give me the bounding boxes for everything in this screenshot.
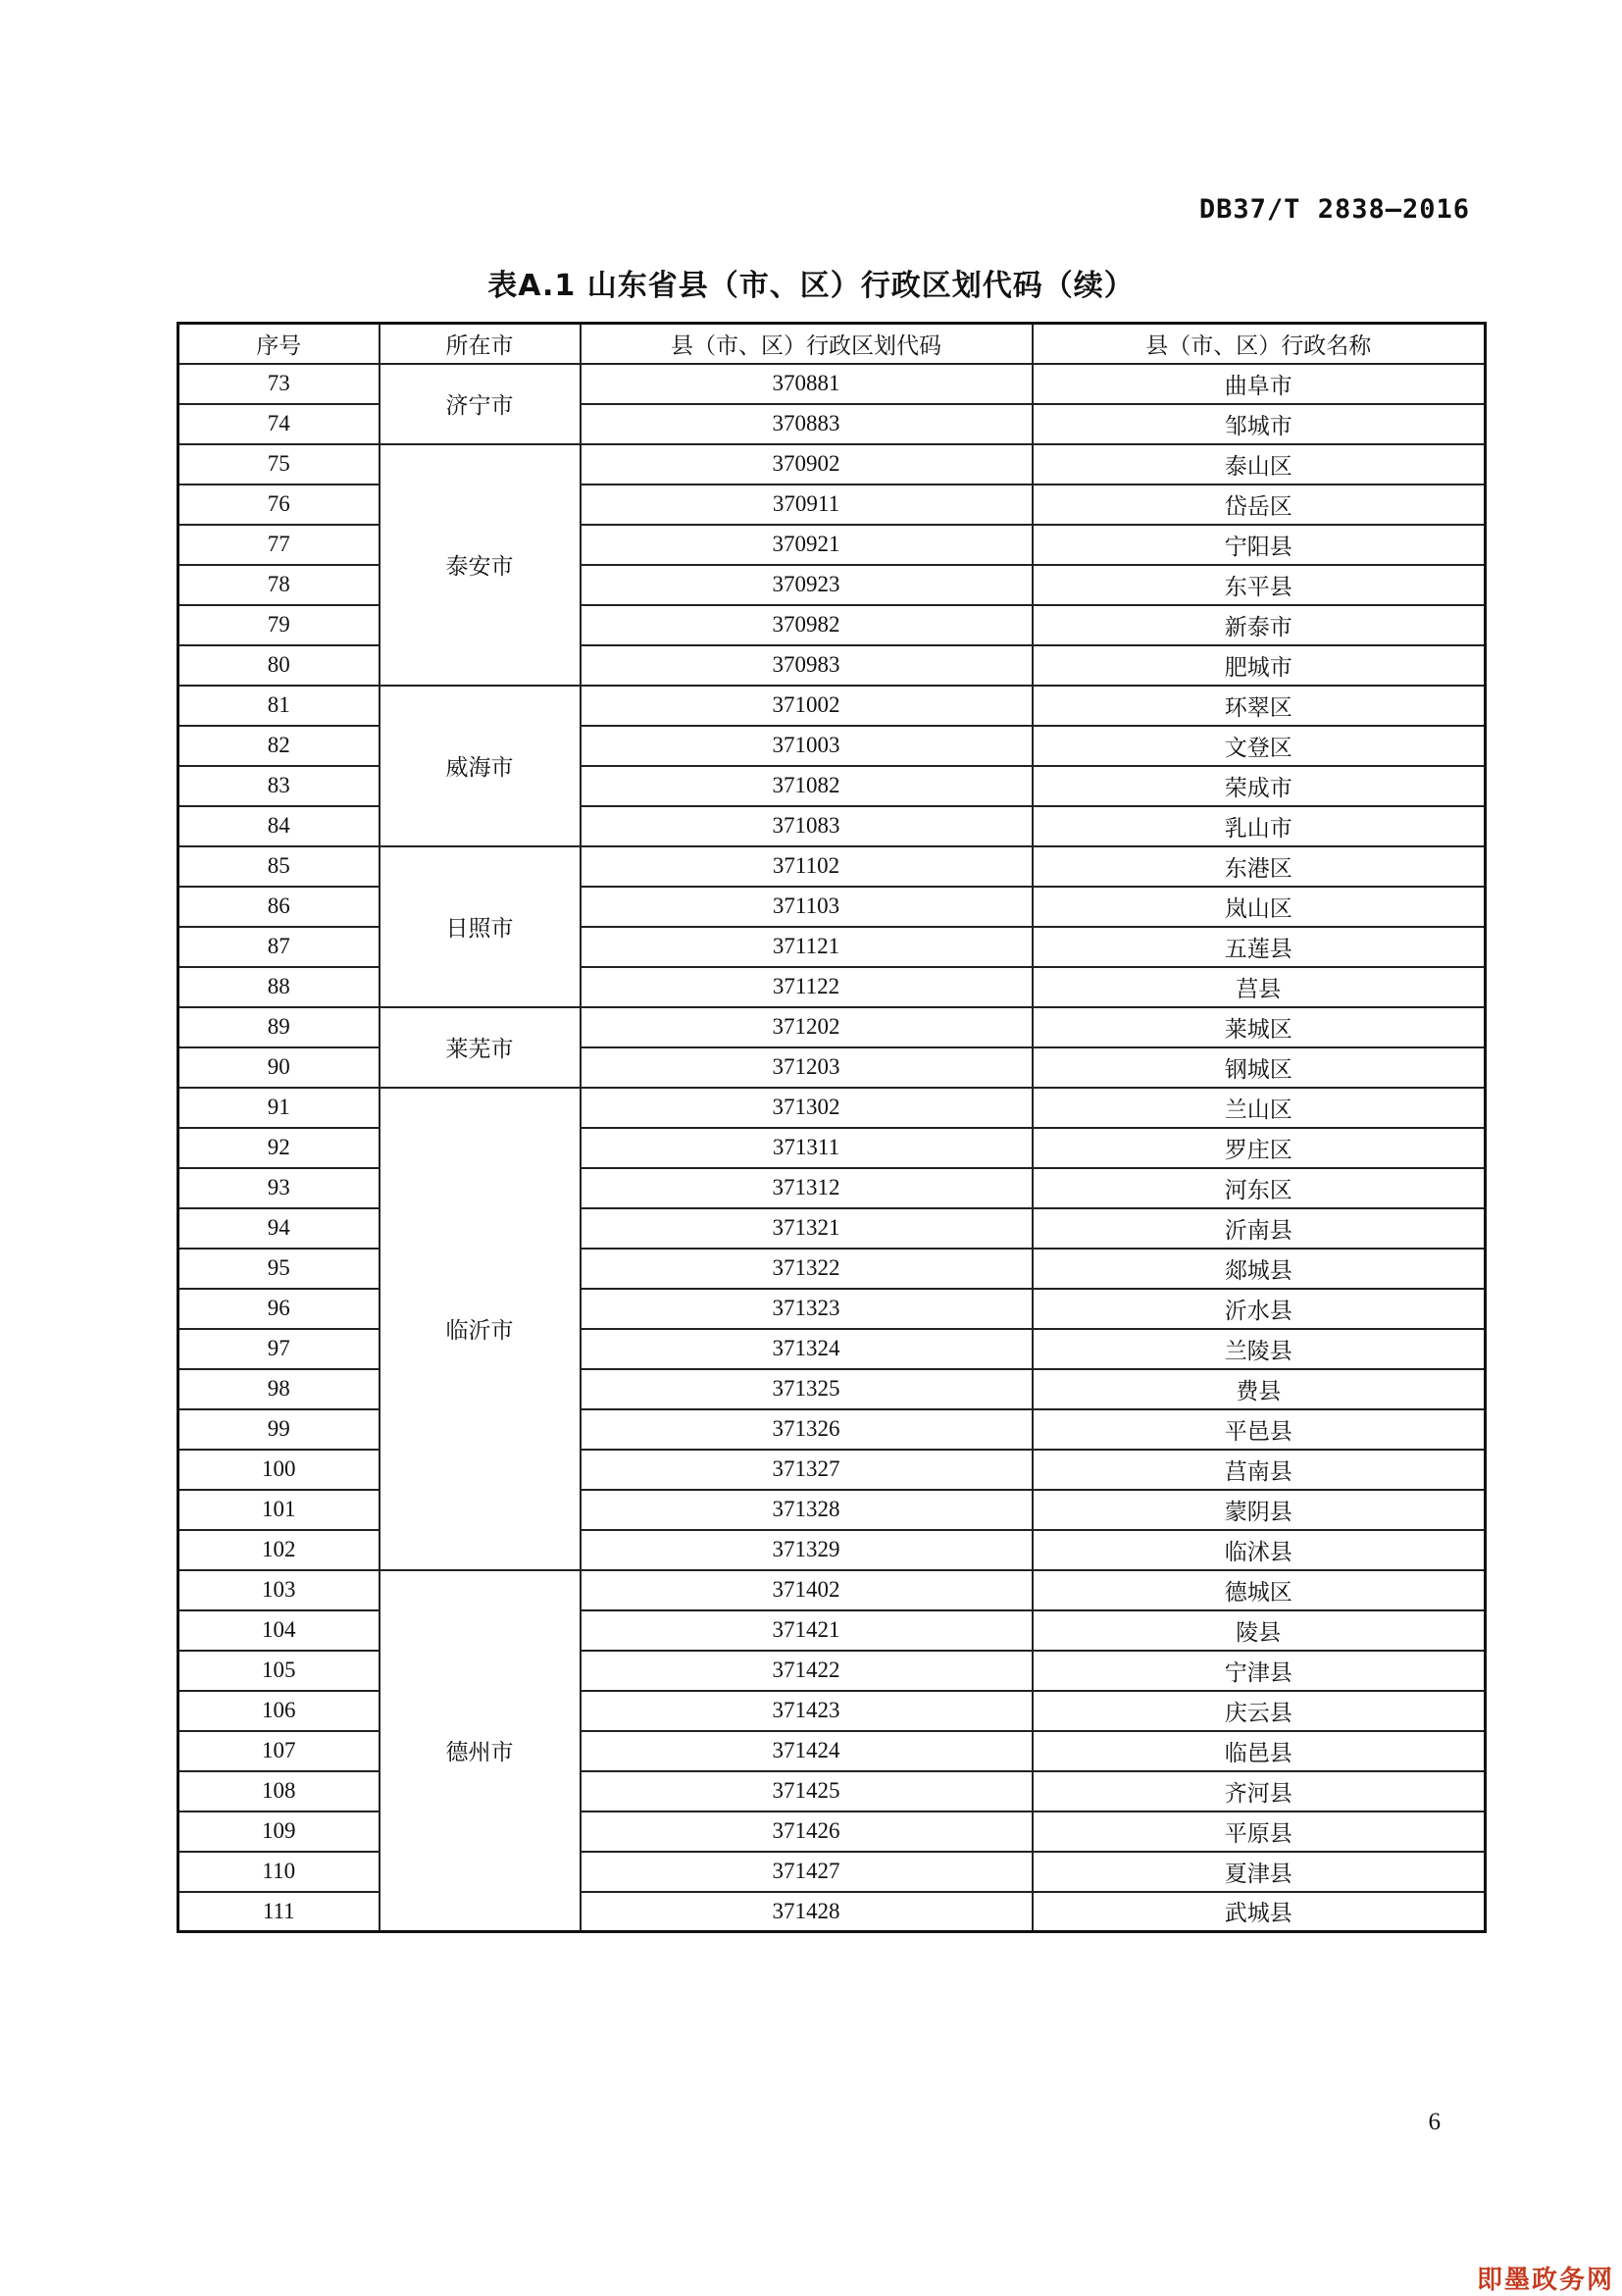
division-name-cell: 夏津县	[1033, 1852, 1486, 1892]
division-code-cell: 371422	[581, 1651, 1033, 1691]
division-code-cell: 371203	[581, 1047, 1033, 1088]
table-row	[178, 1892, 1486, 1932]
serial-number-cell: 84	[178, 806, 380, 846]
serial-number-cell: 90	[178, 1047, 380, 1088]
table-row	[178, 967, 1486, 1007]
table-row	[178, 887, 1486, 927]
division-name-cell: 宁阳县	[1033, 525, 1486, 565]
division-name-cell: 莱城区	[1033, 1007, 1486, 1047]
division-code-cell: 371328	[581, 1490, 1033, 1530]
serial-number-cell: 94	[178, 1208, 380, 1249]
city-cell: 德州市	[380, 1570, 581, 1932]
serial-number-cell: 98	[178, 1369, 380, 1409]
table-row	[178, 525, 1486, 565]
table-row	[178, 726, 1486, 766]
serial-number-cell: 108	[178, 1771, 380, 1811]
division-code-cell: 370902	[581, 444, 1033, 485]
division-code-cell: 370982	[581, 605, 1033, 645]
division-name-cell: 莒县	[1033, 967, 1486, 1007]
table-header-row	[178, 324, 1486, 364]
table-row	[178, 1007, 1486, 1047]
division-name-cell: 泰山区	[1033, 444, 1486, 485]
serial-number-cell: 93	[178, 1168, 380, 1208]
table-row	[178, 846, 1486, 887]
serial-number-cell: 91	[178, 1088, 380, 1128]
division-name-cell: 五莲县	[1033, 927, 1486, 967]
serial-number-cell: 95	[178, 1249, 380, 1289]
table-row	[178, 1289, 1486, 1329]
division-code-cell: 370921	[581, 525, 1033, 565]
division-name-cell: 邹城市	[1033, 404, 1486, 444]
serial-number-cell: 81	[178, 686, 380, 726]
column-header-serial: 序号	[178, 324, 380, 364]
serial-number-cell: 80	[178, 645, 380, 686]
division-code-cell: 371121	[581, 927, 1033, 967]
table-row	[178, 1088, 1486, 1128]
division-code-cell: 371302	[581, 1088, 1033, 1128]
division-name-cell: 钢城区	[1033, 1047, 1486, 1088]
column-header-city: 所在市	[380, 324, 581, 364]
division-code-cell: 371426	[581, 1811, 1033, 1852]
division-code-cell: 371083	[581, 806, 1033, 846]
division-code-cell: 371327	[581, 1450, 1033, 1490]
division-code-cell: 370881	[581, 364, 1033, 404]
serial-number-cell: 77	[178, 525, 380, 565]
table-row	[178, 605, 1486, 645]
division-name-cell: 岚山区	[1033, 887, 1486, 927]
serial-number-cell: 107	[178, 1731, 380, 1771]
serial-number-cell: 88	[178, 967, 380, 1007]
division-name-cell: 罗庄区	[1033, 1128, 1486, 1168]
division-code-cell: 371329	[581, 1530, 1033, 1570]
division-name-cell: 莒南县	[1033, 1450, 1486, 1490]
serial-number-cell: 79	[178, 605, 380, 645]
division-name-cell: 河东区	[1033, 1168, 1486, 1208]
serial-number-cell: 102	[178, 1530, 380, 1570]
division-code-cell: 371002	[581, 686, 1033, 726]
division-code-cell: 371427	[581, 1852, 1033, 1892]
division-name-cell: 郯城县	[1033, 1249, 1486, 1289]
division-name-cell: 文登区	[1033, 726, 1486, 766]
city-cell: 莱芜市	[380, 1007, 581, 1088]
division-code-cell: 371103	[581, 887, 1033, 927]
table-row	[178, 1852, 1486, 1892]
division-name-cell: 庆云县	[1033, 1691, 1486, 1731]
admin-division-code-table	[177, 322, 1487, 1933]
division-code-cell: 371322	[581, 1249, 1033, 1289]
serial-number-cell: 83	[178, 766, 380, 806]
table-row	[178, 444, 1486, 485]
table-row	[178, 1691, 1486, 1731]
division-name-cell: 兰山区	[1033, 1088, 1486, 1128]
serial-number-cell: 89	[178, 1007, 380, 1047]
table-row	[178, 1450, 1486, 1490]
division-name-cell: 宁津县	[1033, 1651, 1486, 1691]
table-row	[178, 1570, 1486, 1610]
serial-number-cell: 103	[178, 1570, 380, 1610]
division-name-cell: 平原县	[1033, 1811, 1486, 1852]
division-code-cell: 371421	[581, 1610, 1033, 1651]
table-row	[178, 686, 1486, 726]
division-name-cell: 临邑县	[1033, 1731, 1486, 1771]
division-code-cell: 371321	[581, 1208, 1033, 1249]
division-code-cell: 371424	[581, 1731, 1033, 1771]
division-code-cell: 371425	[581, 1771, 1033, 1811]
division-code-cell: 371324	[581, 1329, 1033, 1369]
table-row	[178, 1369, 1486, 1409]
division-code-cell: 371312	[581, 1168, 1033, 1208]
division-code-cell: 371102	[581, 846, 1033, 887]
division-name-cell: 武城县	[1033, 1892, 1486, 1932]
serial-number-cell: 75	[178, 444, 380, 485]
division-code-cell: 371003	[581, 726, 1033, 766]
document-standard-id: DB37/T 2838—2016	[1198, 194, 1470, 225]
division-name-cell: 东港区	[1033, 846, 1486, 887]
serial-number-cell: 104	[178, 1610, 380, 1651]
division-name-cell: 德城区	[1033, 1570, 1486, 1610]
serial-number-cell: 73	[178, 364, 380, 404]
serial-number-cell: 76	[178, 485, 380, 525]
table-row	[178, 1128, 1486, 1168]
column-header-name: 县（市、区）行政名称	[1033, 324, 1486, 364]
division-name-cell: 荣成市	[1033, 766, 1486, 806]
column-header-code: 县（市、区）行政区划代码	[581, 324, 1033, 364]
serial-number-cell: 99	[178, 1409, 380, 1450]
table-row	[178, 1771, 1486, 1811]
city-cell: 临沂市	[380, 1088, 581, 1570]
table-row	[178, 645, 1486, 686]
division-name-cell: 曲阜市	[1033, 364, 1486, 404]
table-row	[178, 1530, 1486, 1570]
serial-number-cell: 86	[178, 887, 380, 927]
table-row	[178, 1249, 1486, 1289]
division-name-cell: 费县	[1033, 1369, 1486, 1409]
division-code-cell: 370983	[581, 645, 1033, 686]
city-cell: 日照市	[380, 846, 581, 1007]
page-number: 6	[1428, 2109, 1441, 2135]
table-row	[178, 1208, 1486, 1249]
table-row	[178, 1047, 1486, 1088]
table-row	[178, 1168, 1486, 1208]
city-cell: 威海市	[380, 686, 581, 846]
city-cell: 泰安市	[380, 444, 581, 686]
table-row	[178, 364, 1486, 404]
watermark-text: 即墨政务网	[1476, 2266, 1614, 2295]
division-code-cell: 371323	[581, 1289, 1033, 1329]
division-name-cell: 肥城市	[1033, 645, 1486, 686]
table-row	[178, 565, 1486, 605]
table-row	[178, 1409, 1486, 1450]
serial-number-cell: 97	[178, 1329, 380, 1369]
table-row	[178, 1811, 1486, 1852]
table-row	[178, 1490, 1486, 1530]
serial-number-cell: 74	[178, 404, 380, 444]
table-row	[178, 485, 1486, 525]
serial-number-cell: 100	[178, 1450, 380, 1490]
serial-number-cell: 87	[178, 927, 380, 967]
division-code-cell: 371423	[581, 1691, 1033, 1731]
division-name-cell: 沂水县	[1033, 1289, 1486, 1329]
division-name-cell: 乳山市	[1033, 806, 1486, 846]
division-code-cell: 371082	[581, 766, 1033, 806]
division-code-cell: 371202	[581, 1007, 1033, 1047]
table-row	[178, 1731, 1486, 1771]
serial-number-cell: 110	[178, 1852, 380, 1892]
table-row	[178, 927, 1486, 967]
division-name-cell: 蒙阴县	[1033, 1490, 1486, 1530]
serial-number-cell: 78	[178, 565, 380, 605]
table-row	[178, 766, 1486, 806]
city-cell: 济宁市	[380, 364, 581, 444]
division-code-cell: 370923	[581, 565, 1033, 605]
division-code-cell: 370911	[581, 485, 1033, 525]
serial-number-cell: 82	[178, 726, 380, 766]
serial-number-cell: 92	[178, 1128, 380, 1168]
division-name-cell: 岱岳区	[1033, 485, 1486, 525]
serial-number-cell: 111	[178, 1892, 380, 1932]
table-title: 表A.1 山东省县（市、区）行政区划代码（续）	[487, 269, 1135, 303]
serial-number-cell: 109	[178, 1811, 380, 1852]
division-code-cell: 371311	[581, 1128, 1033, 1168]
table-row	[178, 806, 1486, 846]
table-row	[178, 1610, 1486, 1651]
division-code-cell: 371402	[581, 1570, 1033, 1610]
table-row	[178, 1329, 1486, 1369]
division-name-cell: 兰陵县	[1033, 1329, 1486, 1369]
division-code-cell: 371325	[581, 1369, 1033, 1409]
division-name-cell: 沂南县	[1033, 1208, 1486, 1249]
table-row	[178, 404, 1486, 444]
division-code-cell: 371326	[581, 1409, 1033, 1450]
division-name-cell: 新泰市	[1033, 605, 1486, 645]
division-code-cell: 371428	[581, 1892, 1033, 1932]
division-name-cell: 临沭县	[1033, 1530, 1486, 1570]
division-name-cell: 环翠区	[1033, 686, 1486, 726]
table-row	[178, 1651, 1486, 1691]
division-code-cell: 370883	[581, 404, 1033, 444]
division-name-cell: 东平县	[1033, 565, 1486, 605]
serial-number-cell: 105	[178, 1651, 380, 1691]
division-name-cell: 平邑县	[1033, 1409, 1486, 1450]
serial-number-cell: 96	[178, 1289, 380, 1329]
table-body	[178, 364, 1486, 1932]
division-name-cell: 齐河县	[1033, 1771, 1486, 1811]
serial-number-cell: 85	[178, 846, 380, 887]
division-name-cell: 陵县	[1033, 1610, 1486, 1651]
division-code-cell: 371122	[581, 967, 1033, 1007]
serial-number-cell: 101	[178, 1490, 380, 1530]
serial-number-cell: 106	[178, 1691, 380, 1731]
